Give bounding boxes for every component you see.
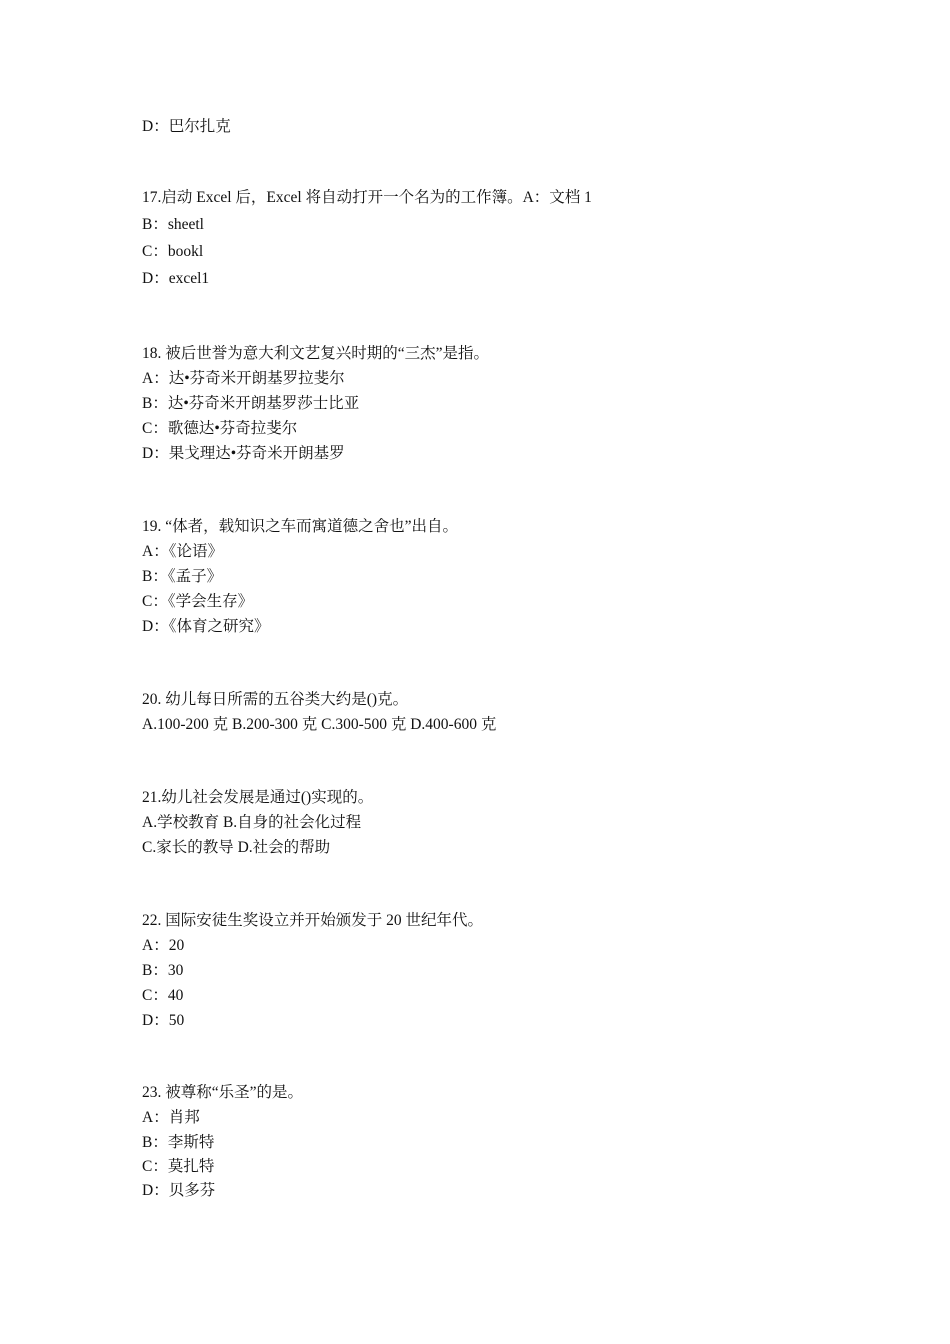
q23-option-b: B：李斯特 — [142, 1134, 215, 1151]
q18-question: 18. 被后世誉为意大利文艺复兴时期的“三杰”是指。 — [142, 345, 490, 362]
q21-options-ab: A.学校教育 B.自身的社会化过程 — [142, 814, 362, 831]
q18-option-d: D：果戈理达•芬奇米开朗基罗 — [142, 445, 345, 462]
q20-question: 20. 幼儿每日所需的五谷类大约是()克。 — [142, 691, 409, 708]
q23-option-c: C：莫扎特 — [142, 1158, 215, 1175]
q19-question: 19. “体者，载知识之车而寓道德之舍也”出自。 — [142, 518, 459, 535]
q18-option-a: A：达•芬奇米开朗基罗拉斐尔 — [142, 370, 345, 387]
q22-option-c: C：40 — [142, 987, 184, 1004]
q18-option-c: C：歌德达•芬奇拉斐尔 — [142, 420, 298, 437]
q19-option-a: A：《论语》 — [142, 543, 223, 560]
q19-option-c: C：《学会生存》 — [142, 593, 254, 610]
q17-option-d: D：excel1 — [142, 270, 210, 287]
q17-question: 17.启动 Excel 后，Excel 将自动打开一个名为的工作簿。A：文档 1 — [142, 189, 592, 206]
q22-option-a: A：20 — [142, 937, 185, 954]
q21-question: 21.幼儿社会发展是通过()实现的。 — [142, 789, 374, 806]
q23-question: 23. 被尊称“乐圣”的是。 — [142, 1084, 304, 1101]
q19-option-d: D：《体育之研究》 — [142, 618, 270, 635]
q21-options-cd: C.家长的教导 D.社会的帮助 — [142, 839, 331, 856]
q22-option-b: B：30 — [142, 962, 184, 979]
q22-option-d: D：50 — [142, 1012, 185, 1029]
q23-option-d: D：贝多芬 — [142, 1182, 216, 1199]
q20-options: A.100-200 克 B.200-300 克 C.300-500 克 D.400-600 克 — [142, 716, 497, 733]
q16-option-d: D：巴尔扎克 — [142, 118, 231, 135]
q17-option-b: B：sheetl — [142, 216, 204, 233]
q22-question: 22. 国际安徒生奖设立并开始颁发于 20 世纪年代。 — [142, 912, 484, 929]
q18-option-b: B：达•芬奇米开朗基罗莎士比亚 — [142, 395, 360, 412]
q17-option-c: C：bookl — [142, 243, 204, 260]
q19-option-b: B：《孟子》 — [142, 568, 223, 585]
q23-option-a: A：肖邦 — [142, 1109, 200, 1126]
